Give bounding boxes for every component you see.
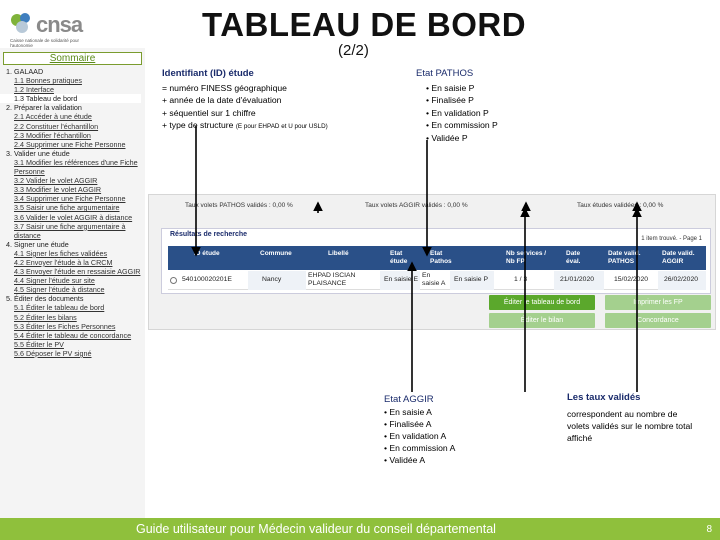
sidebar-item[interactable] [0,176,145,185]
col-etat-etude[interactable]: Etat étude [390,250,408,265]
aggir-state: • Finalisée A [384,419,432,429]
page-title: TABLEAU DE BORD [202,6,527,43]
sidebar-item-label: 3.6 Valider le volet AGGIR à distance [14,212,133,222]
sidebar-item [0,240,145,249]
sidebar-item-label: 5.5 Éditer le PV [14,339,64,349]
sidebar-item-label: 5.6 Déposer le PV signé [14,348,92,358]
sidebar-item[interactable] [0,140,145,149]
sidebar-items [0,67,145,358]
footer-text: Guide utilisateur pour Médecin valideur du conseil départemental [136,522,496,536]
footer-bar-left [0,518,145,540]
sidebar-item[interactable] [0,249,145,258]
cell-nb: 1 / 3 [514,276,528,283]
sidebar-item-label: 5.2 Éditer les bilans [14,312,77,322]
page-number: 8 [706,524,712,535]
sidebar-item-label: 2.1 Accéder à une étude [14,112,92,122]
row-radio[interactable] [170,277,177,284]
id-line: + année de la date d'évaluation [162,95,282,105]
col-libelle[interactable]: Libellé [328,250,349,257]
sidebar-item[interactable] [0,158,145,176]
sidebar-item-label: 3.7 Saisir une fiche argumentaire à distance [14,221,126,240]
cell-etat-pathos: En saisie P [450,271,494,290]
sidebar-item[interactable] [0,349,145,358]
pathos-state: • Validée P [426,132,468,143]
sidebar-item-label: 2.2 Constituer l'échantillon [14,121,99,131]
etat-pathos-block [416,68,498,144]
page-subtitle: (2/2) [338,42,369,59]
col-date-valid-pathos[interactable]: Date valid. PATHOS [608,250,641,265]
sidebar-item[interactable] [0,285,145,294]
pathos-state: • En validation P [426,107,489,118]
sidebar-item[interactable] [0,185,145,194]
sidebar-item[interactable] [0,322,145,331]
pagination: 1 item trouvé. - Page 1 [641,236,702,242]
sidebar-item[interactable] [0,131,145,140]
cnsa-logo-mark [8,10,34,36]
sidebar-item[interactable] [0,313,145,322]
sidebar-item [0,103,145,112]
taux-heading: Les taux validés [567,392,641,403]
rate-pathos: Taux volets PATHOS validés : 0,00 % [185,202,293,209]
sidebar-item-label: 1.2 Interface [14,85,54,95]
sidebar-item-label: 5.3 Éditer les Fiches Personnes [14,321,116,331]
sidebar-item[interactable] [0,267,145,276]
sidebar-item-label: 3.4 Supprimer une Fiche Personne [14,194,126,204]
aggir-state: • En commission A [384,443,456,453]
sidebar-item-label: 3.1 Modifier les références d'une Fiche Personne [14,157,138,177]
pathos-state: • En saisie P [426,82,475,93]
sidebar-item-label: 3.3 Modifier le volet AGGIR [14,185,102,195]
sidebar-item[interactable] [0,276,145,285]
pathos-state: • En commission P [426,120,498,130]
sidebar-item [0,67,145,76]
sidebar-item[interactable] [0,122,145,131]
cell-commune: Nancy [248,271,306,290]
sidebar-item[interactable] [0,222,145,240]
id-last-note: (E pour EHPAD et U pour USLD) [235,123,328,130]
sidebar-item[interactable] [0,76,145,85]
sidebar-item[interactable] [0,194,145,203]
cell-etat-aggir: En saisie A [422,272,446,287]
col-nb-services[interactable]: Nb services / Nb FP [506,250,547,265]
rate-aggir: Taux volets AGGIR validés : 0,00 % [365,202,468,209]
sidebar-item-label: 4.1 Signer les fiches validées [14,248,108,258]
sidebar-header[interactable]: Sommaire [3,52,142,65]
sidebar-item-label: 4. Signer une étude [6,239,69,249]
sidebar-item[interactable] [0,258,145,267]
id-etude-block [162,68,328,134]
sidebar-item[interactable] [0,213,145,222]
edit-bilan-button[interactable]: Éditer le bilan [489,313,595,328]
col-date-valid-aggir[interactable]: Date valid. AGGIR [662,250,695,265]
taux-valides-block [567,392,702,444]
results-table-header [168,246,706,270]
col-date-eval[interactable]: Date éval. [566,250,581,265]
id-line: = numéro FINESS géographique [162,82,287,93]
sidebar-item-label: 2.4 Supprimer une Fiche Personne [14,139,126,149]
sidebar-item-label: 1. GALAAD [6,67,44,76]
sidebar-item[interactable] [0,303,145,312]
results-panel [161,228,711,294]
id-line-last [162,119,328,134]
pathos-state: • Finalisée P [426,95,474,105]
dashboard-screenshot [148,194,716,330]
cell-date-pathos: 15/02/2020 [614,276,649,283]
cell-id: 540100020201E [182,276,232,283]
id-last-line: + type de structure [162,120,236,130]
col-commune[interactable]: Commune [260,250,292,257]
sidebar-item[interactable] [0,85,145,94]
sidebar-item-label: 5. Éditer des documents [6,294,84,304]
col-id-etude[interactable]: ID étude [194,250,220,257]
pathos-heading: Etat PATHOS [416,68,474,79]
cnsa-logo [8,8,138,48]
sidebar-item-label: 1.1 Bonnes pratiques [14,76,82,86]
sidebar-item-label: 4.5 Signer l'étude à distance [14,285,105,295]
sidebar [0,48,145,518]
edit-dashboard-button[interactable]: Éditer le tableau de bord [489,295,595,310]
aggir-state: • Validée A [384,455,426,465]
sidebar-item-label: 4.3 Envoyer l'étude en ressaisie AGGIR [14,267,141,277]
rate-etudes: Taux études validées : 0,00 % [577,202,664,209]
cell-etat-etude: En saisie E [380,271,420,290]
sidebar-item [0,94,141,103]
aggir-state: • En saisie A [384,407,432,417]
col-etat-pathos[interactable]: Etat Pathos [430,250,452,265]
taux-text: correspondent au nombre de volets validés sur le nombre total affiché [567,409,693,443]
results-title: Résultats de recherche [170,231,248,238]
sidebar-item-label: 3.5 Saisir une fiche argumentaire [14,203,120,213]
sidebar-item-label: 5.4 Éditer le tableau de concordance [14,330,132,340]
sidebar-item[interactable] [0,331,145,340]
etat-aggir-block [384,394,455,466]
sidebar-item-label: 4.2 Envoyer l'étude à la CRCM [14,257,113,267]
sidebar-item[interactable] [0,112,145,121]
cell-libelle: EHPAD ISCIAN PLAISANCE [308,272,356,287]
logo-name: cnsa [36,12,83,37]
sidebar-item-label: 5.1 Éditer le tableau de bord [14,303,105,313]
print-fp-button[interactable]: Imprimer les FP [605,295,711,310]
table-row[interactable] [168,271,706,290]
sidebar-item-label: 2.3 Modifier l'échantillon [14,130,91,140]
sidebar-item [0,294,145,303]
cell-date-eval: 21/01/2020 [554,271,604,290]
cell-date-aggir: 26/02/2020 [658,271,706,290]
id-line: + séquentiel sur 1 chiffre [162,107,256,118]
aggir-state: • En validation A [384,431,447,441]
sidebar-item[interactable] [0,203,145,212]
aggir-heading: Etat AGGIR [384,394,434,405]
id-block-heading: Identifiant (ID) étude [162,68,254,79]
concordance-button[interactable]: Concordance [605,313,711,328]
logo-tagline: Caisse nationale de solidarité pour l'autonomie [10,38,80,48]
sidebar-item-label: 1.3 Tableau de bord [14,94,78,104]
sidebar-item-label: 3.2 Valider le volet AGGIR [14,176,98,186]
sidebar-item-label: 4.4 Signer l'étude sur site [14,276,95,286]
sidebar-item-label: 3. Valider une étude [6,148,70,158]
sidebar-item [0,149,145,158]
sidebar-item-label: 2. Préparer la validation [6,103,82,113]
sidebar-item[interactable] [0,340,145,349]
